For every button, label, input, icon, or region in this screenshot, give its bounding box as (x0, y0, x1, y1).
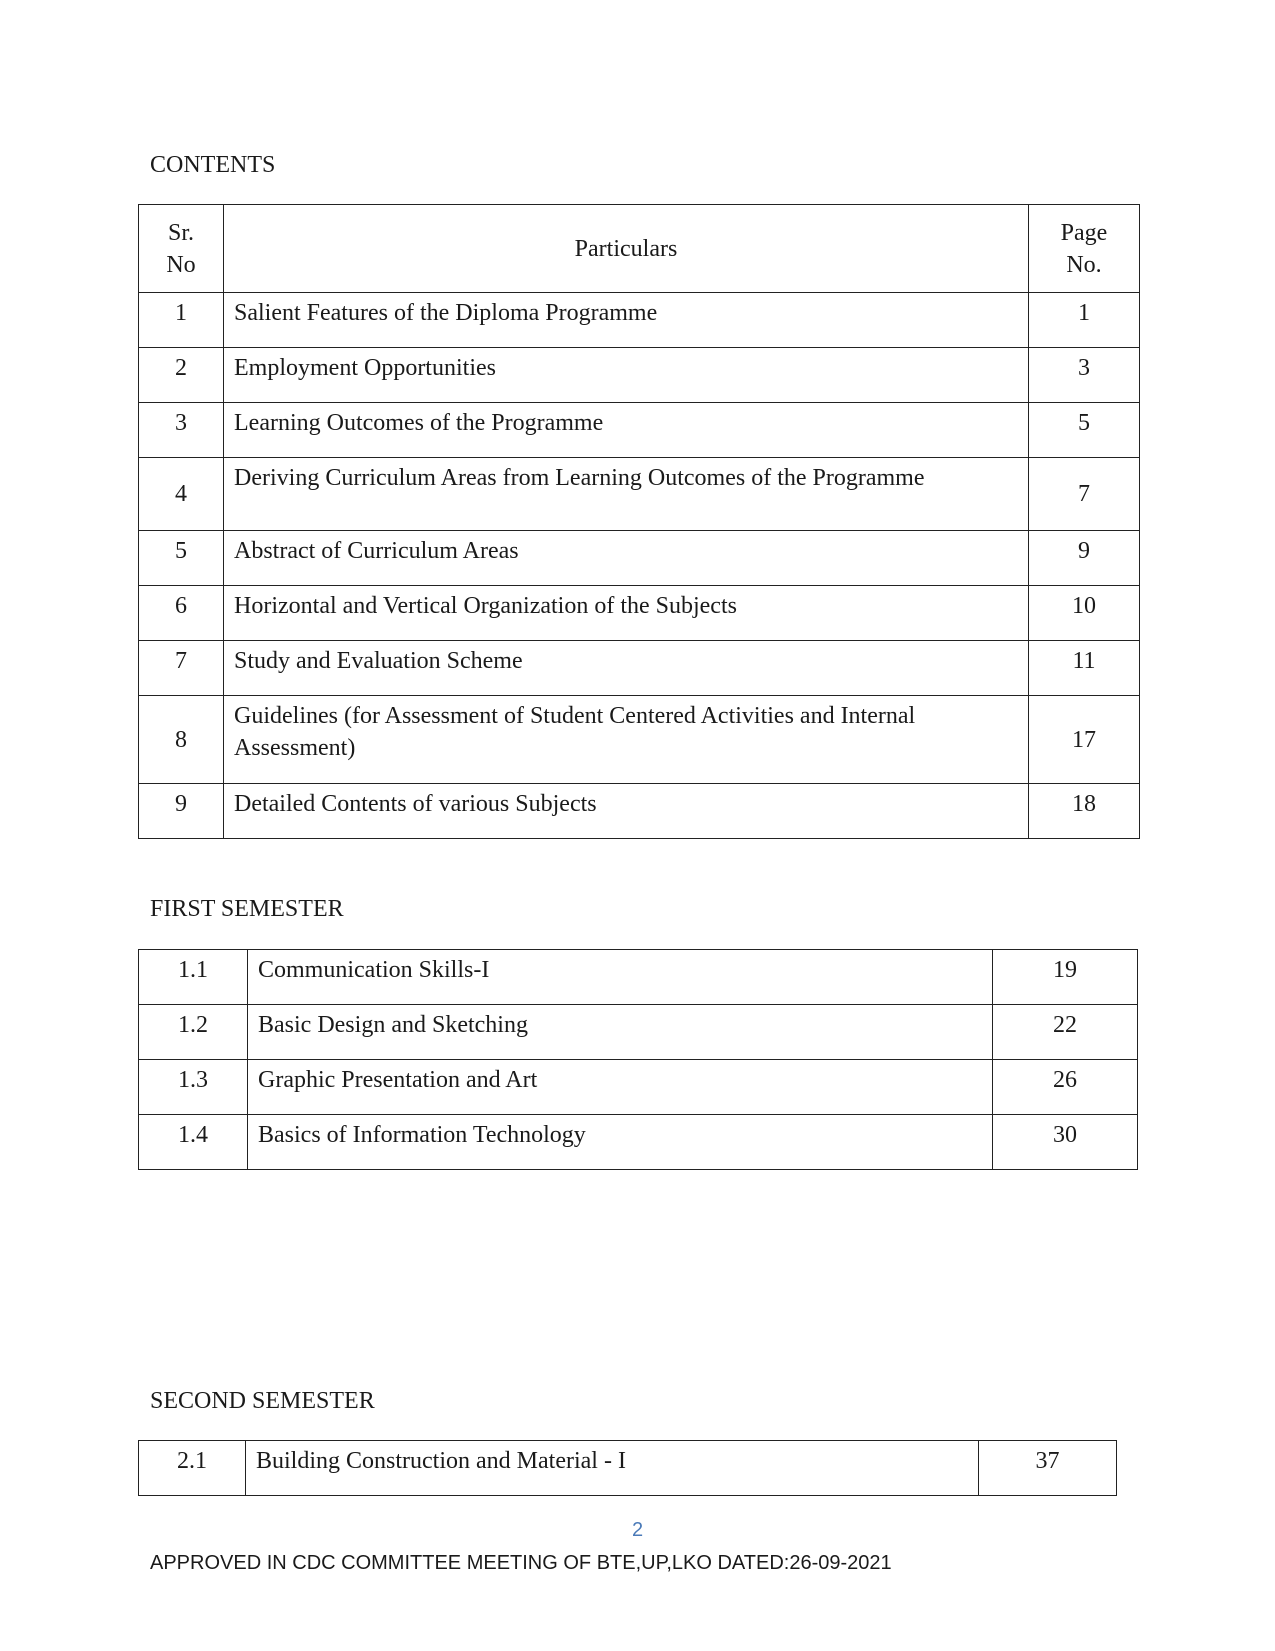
page-no-cell: 17 (1029, 696, 1140, 784)
page-no-cell: 37 (979, 1441, 1117, 1496)
sr-no-cell: 1.1 (139, 950, 248, 1005)
second-semester-table (138, 1440, 1117, 1496)
particulars-cell: Salient Features of the Diploma Programme (224, 293, 1029, 348)
particulars-cell: Horizontal and Vertical Organization of the Subjects (224, 586, 1029, 641)
table-row (139, 531, 1140, 586)
table-row (139, 784, 1140, 839)
approval-footer: APPROVED IN CDC COMMITTEE MEETING OF BTE,UP,LKO DATED:26-09-2021 (150, 1552, 892, 1574)
page-no-cell: 30 (993, 1115, 1138, 1170)
second-semester-heading: SECOND SEMESTER (150, 1388, 375, 1414)
table-row (139, 1005, 1138, 1060)
table-row (139, 458, 1140, 531)
sr-no-cell: 5 (139, 531, 224, 586)
sr-no-cell: 8 (139, 696, 224, 784)
subject-cell: Communication Skills-I (248, 950, 993, 1005)
sr-no-cell: 7 (139, 641, 224, 696)
page-no-cell: 10 (1029, 586, 1140, 641)
page-no-cell: 22 (993, 1005, 1138, 1060)
sr-no-header: Sr. No (139, 205, 224, 293)
particulars-cell: Learning Outcomes of the Programme (224, 403, 1029, 458)
page-no-cell: 26 (993, 1060, 1138, 1115)
particulars-header: Particulars (224, 205, 1029, 293)
page-number: 2 (631, 1519, 644, 1541)
table-row (139, 641, 1140, 696)
contents-table (138, 204, 1140, 839)
table-row (139, 403, 1140, 458)
page-no-cell: 7 (1029, 458, 1140, 531)
sr-no-cell: 2.1 (139, 1441, 246, 1496)
particulars-cell: Deriving Curriculum Areas from Learning Outcomes of the Programme (224, 458, 1029, 531)
page-no-cell: 5 (1029, 403, 1140, 458)
contents-heading: CONTENTS (150, 152, 276, 178)
particulars-cell: Abstract of Curriculum Areas (224, 531, 1029, 586)
sr-no-cell: 1.3 (139, 1060, 248, 1115)
subject-cell: Basics of Information Technology (248, 1115, 993, 1170)
sr-no-cell: 1.4 (139, 1115, 248, 1170)
first-semester-heading: FIRST SEMESTER (150, 896, 344, 922)
first-semester-table (138, 949, 1138, 1170)
sr-no-cell: 1 (139, 293, 224, 348)
sr-no-cell: 9 (139, 784, 224, 839)
particulars-cell: Detailed Contents of various Subjects (224, 784, 1029, 839)
table-row (139, 1060, 1138, 1115)
table-row (139, 293, 1140, 348)
page-no-cell: 1 (1029, 293, 1140, 348)
table-row (139, 1441, 1117, 1496)
particulars-cell: Guidelines (for Assessment of Student Centered Activities and Internal Assessment) (224, 696, 1029, 784)
particulars-cell: Study and Evaluation Scheme (224, 641, 1029, 696)
sr-no-cell: 2 (139, 348, 224, 403)
sr-no-cell: 6 (139, 586, 224, 641)
page-no-cell: 19 (993, 950, 1138, 1005)
table-row (139, 950, 1138, 1005)
subject-cell: Basic Design and Sketching (248, 1005, 993, 1060)
subject-cell: Building Construction and Material - I (246, 1441, 979, 1496)
sr-no-cell: 3 (139, 403, 224, 458)
table-row (139, 696, 1140, 784)
table-row (139, 586, 1140, 641)
sr-no-cell: 4 (139, 458, 224, 531)
page-no-cell: 9 (1029, 531, 1140, 586)
table-row (139, 1115, 1138, 1170)
page-no-cell: 3 (1029, 348, 1140, 403)
page-no-header: Page No. (1029, 205, 1140, 293)
page-no-cell: 18 (1029, 784, 1140, 839)
particulars-cell: Employment Opportunities (224, 348, 1029, 403)
sr-no-cell: 1.2 (139, 1005, 248, 1060)
table-row (139, 348, 1140, 403)
contents-header-row (139, 205, 1140, 293)
subject-cell: Graphic Presentation and Art (248, 1060, 993, 1115)
page-no-cell: 11 (1029, 641, 1140, 696)
